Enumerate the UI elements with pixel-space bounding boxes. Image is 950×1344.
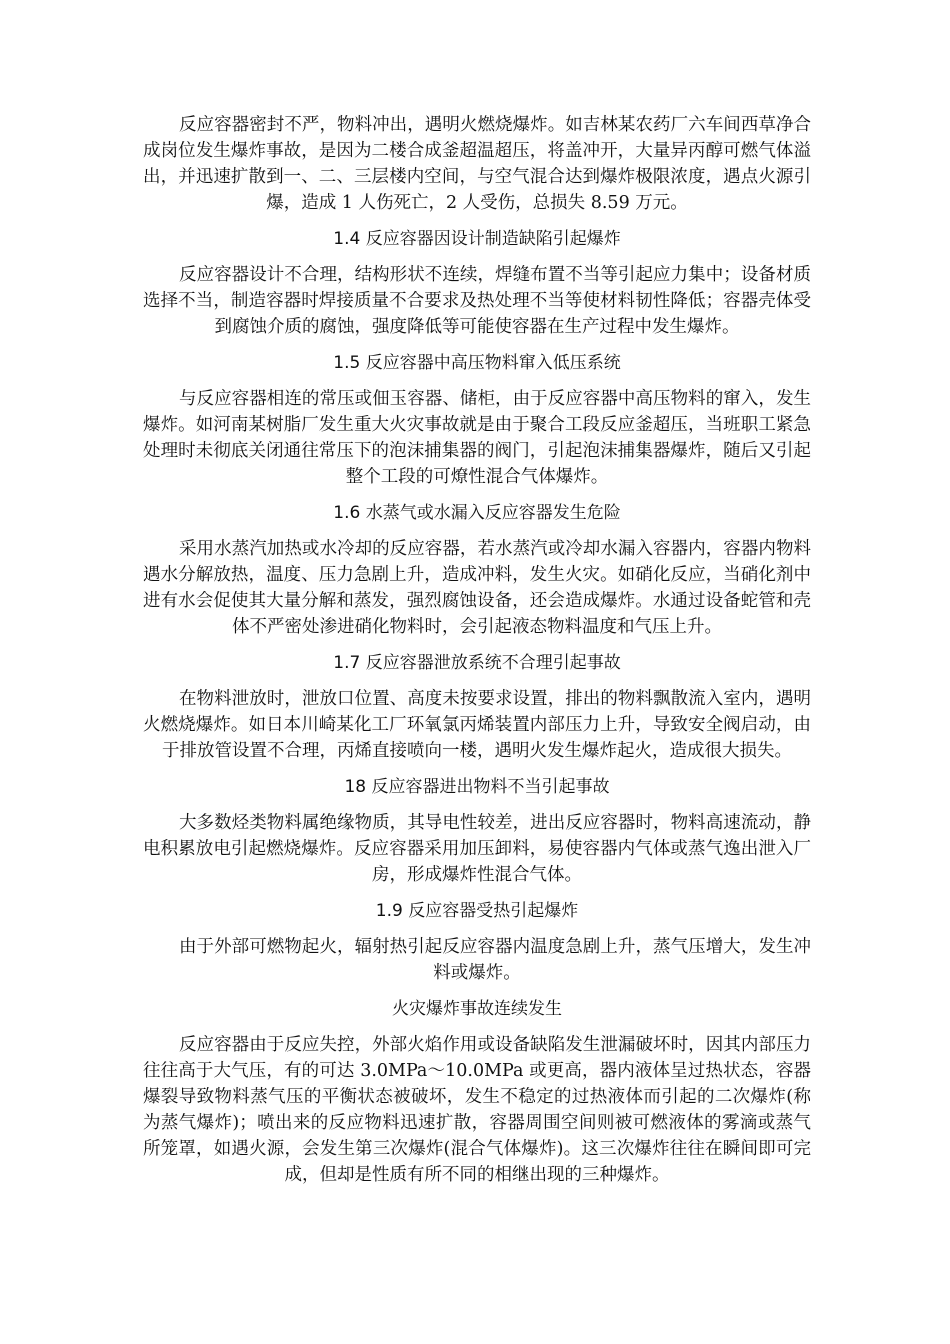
paragraph-steam-leak: 采用水蒸汽加热或水冷却的反应容器，若水蒸汽或冷却水漏入容器内，容器内物料遇水分解放热，温度、压力急剧上升，造成冲料，发生火灾。如硝化反应，当硝化剂中进有水会促使其大量分解和蒸发，强烈腐蚀设备，还会造成爆炸。水通过设备蛇管和壳体不严密处渗进硝化物料时，会引起液态物料温度和气压上升。 (143, 539, 811, 637)
heading-1-7: 1.7 反应容器泄放系统不合理引起事故 (333, 653, 621, 673)
heading-1-4: 1.4 反应容器因设计制造缺陷引起爆炸 (333, 229, 621, 249)
paragraph-chain-explosion: 反应容器由于反应失控，外部火焰作用或设备缺陷发生泄漏破坏时，因其内部压力往往高于大气压，有的可达 3.0MPa～10.0MPa 或更高，器内液体呈过热状态，容器爆裂导致物料蒸气压的平衡状态被破坏，发生不稳定的过热液体而引起的二次爆炸(称为蒸气爆炸)；喷出来的反应物料迅速扩散，容器周围空间则被可燃液体的雾滴或蒸气所笼罩，如遇火源，会发生第三次爆炸(混合气体爆炸)。这三次爆炸往往在瞬间即可完成，但却是性质有所不同的相继出现的三种爆炸。 (143, 1035, 811, 1185)
heading-1-9: 1.9 反应容器受热引起爆炸 (375, 901, 579, 921)
heading-1-6: 1.6 水蒸气或水漏入反应容器发生危险 (333, 503, 621, 523)
heading-1-5: 1.5 反应容器中高压物料窜入低压系统 (333, 353, 621, 373)
paragraph-design-defect: 反应容器设计不合理，结构形状不连续，焊缝布置不当等引起应力集中；设备材质选择不当，制造容器时焊接质量不合要求及热处理不当等使材料韧性降低；容器壳体受到腐蚀介质的腐蚀，强度降低等可能使容器在生产过程中发生爆炸。 (143, 265, 811, 337)
paragraph-explosion-seal: 反应容器密封不严，物料冲出，遇明火燃烧爆炸。如吉林某农药厂六车间西草净合成岗位发生爆炸事故，是因为二楼合成釜超温超压，将盖冲开，大量异丙醇可燃气体溢出，并迅速扩散到一、二、三层楼内空间，与空气混合达到爆炸极限浓度，遇点火源引爆，造成 1 人伤死亡，2 人受伤，总损失 8.59 万元。 (143, 115, 811, 213)
paragraph-relief-system: 在物料泄放时，泄放口位置、高度未按要求设置，排出的物料飘散流入室内，遇明火燃烧爆炸。如日本川崎某化工厂环氧氯丙烯装置内部压力上升，导致安全阀启动，由于排放管设置不合理，丙烯直接喷向一楼，遇明火发生爆炸起火，造成很大损失。 (143, 689, 811, 761)
paragraph-high-pressure: 与反应容器相连的常压或佃玉容器、储柜，由于反应容器中高压物料的窜入，发生爆炸。如河南某树脂厂发生重大火灾事故就是由于聚合工段反应釜超压，当班职工紧急处理时未彻底关闭通往常压下的泡沫捕集器的阀门，引起泡沫捕集器爆炸，随后又引起整个工段的可燎性混合气体爆炸。 (143, 389, 811, 487)
document-page (143, 112, 811, 1198)
heading-1-8: 18 反应容器进出物料不当引起事故 (344, 777, 610, 797)
heading-chain-explosion: 火灾爆炸事故连续发生 (392, 999, 562, 1019)
paragraph-external-heat: 由于外部可燃物起火，辐射热引起反应容器内温度急剧上升，蒸气压增大，发生冲料或爆炸。 (179, 937, 811, 983)
paragraph-material-transfer: 大多数烃类物料属绝缘物质，其导电性较差，进出反应容器时，物料高速流动，静电积累放电引起燃烧爆炸。反应容器采用加压卸料，易使容器内气体或蒸气逸出泄入厂房，形成爆炸性混合气体。 (143, 813, 811, 885)
